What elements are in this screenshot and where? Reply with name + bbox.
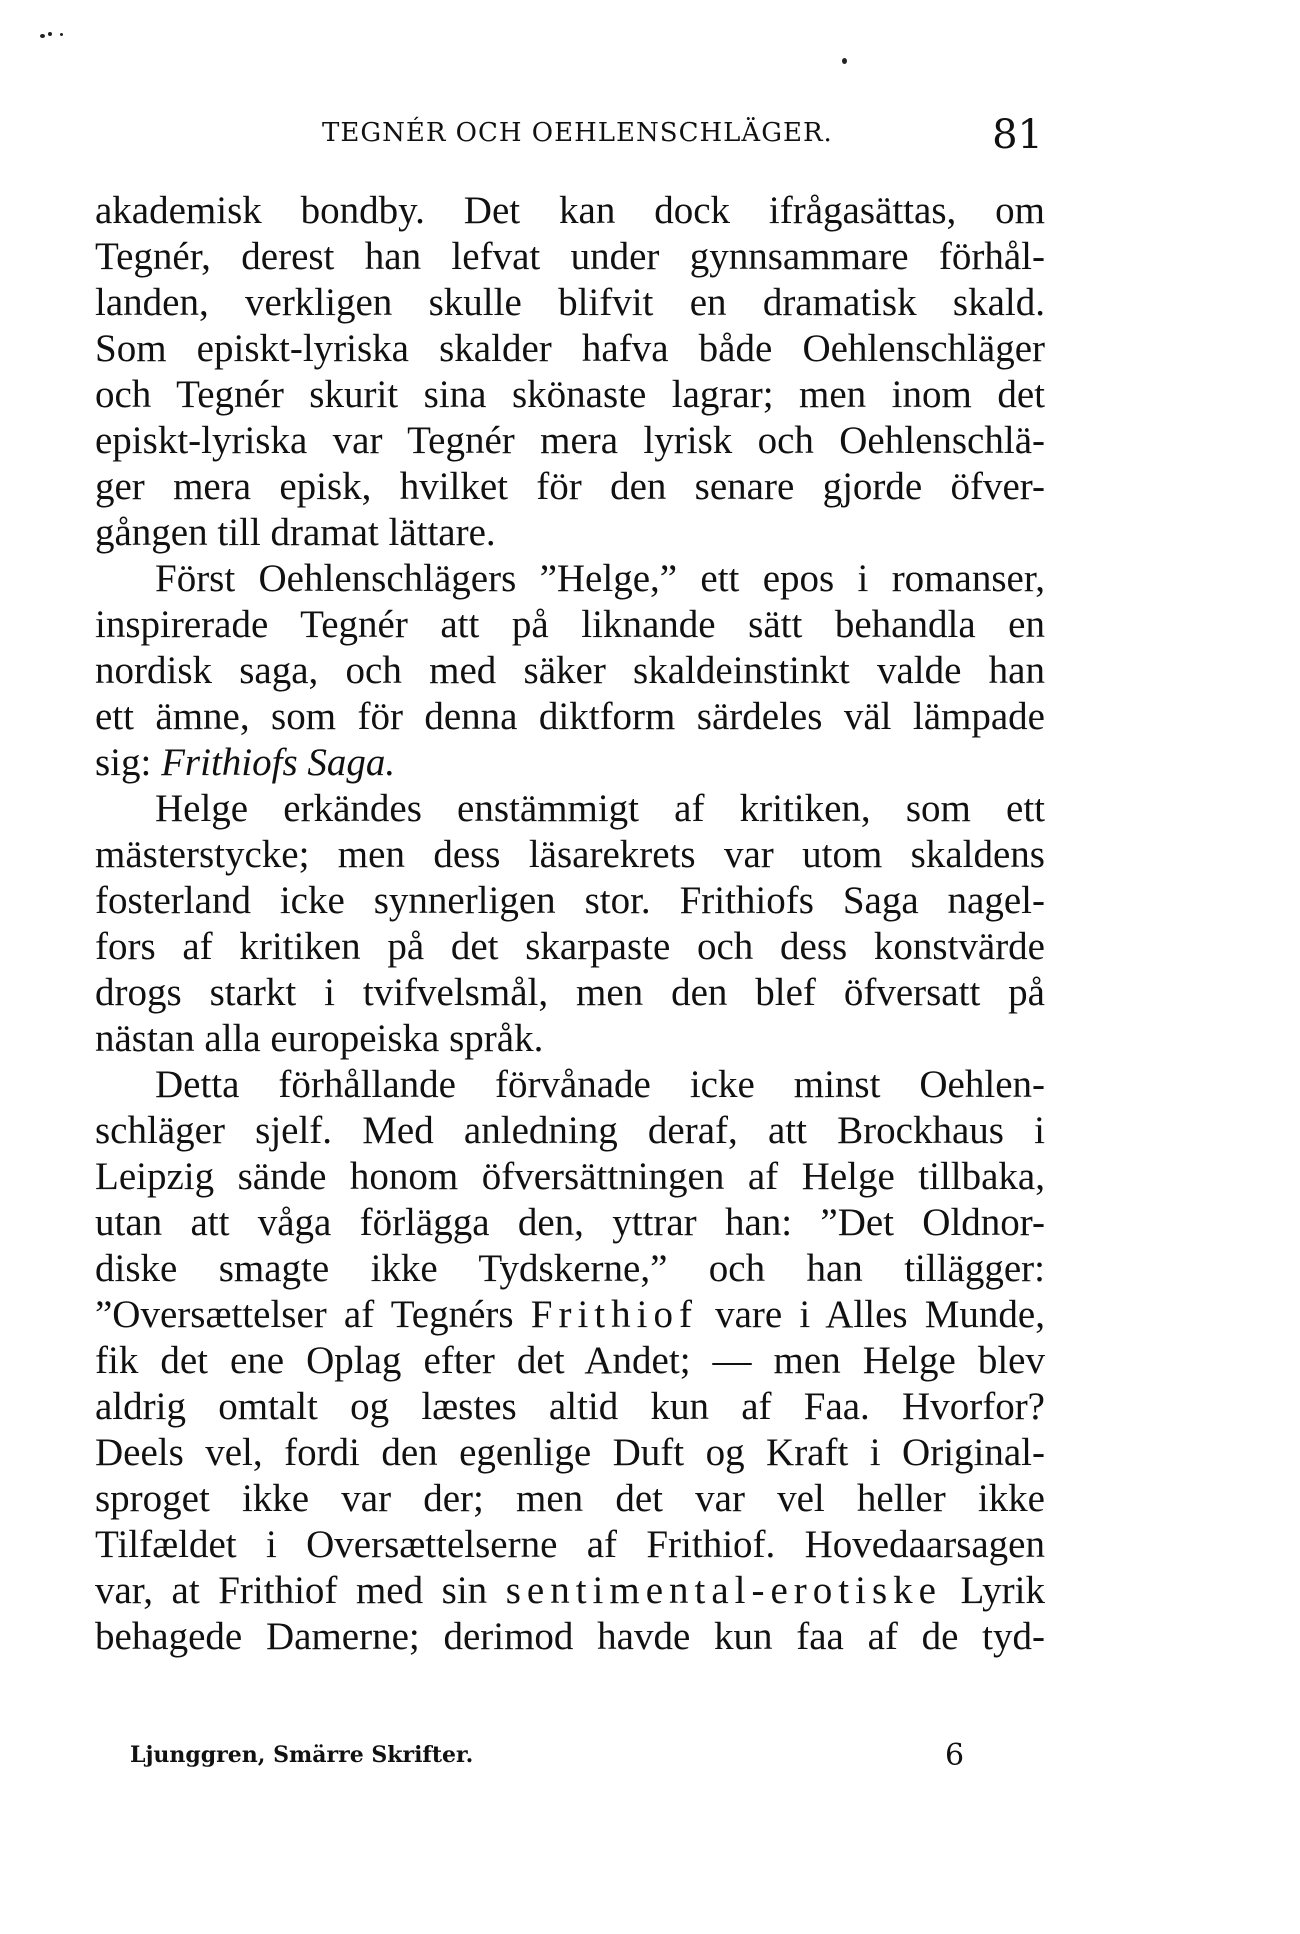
line-text: sig: — [95, 741, 162, 784]
page-number: 81 — [992, 112, 1043, 158]
text-line: Tegnér, derest han lefvat under gynnsammare förhål- — [95, 235, 1045, 278]
text-line: fik det ene Oplag efter det Andet; — men Helge blev — [95, 1339, 1045, 1382]
text-line: och Tegnér skurit sina skönaste lagrar; men inom det — [95, 373, 1045, 416]
text-line: Helge erkändes enstämmigt af kritiken, som ett — [155, 787, 1045, 830]
text-line: Deels vel, fordi den egenlige Duft og Kraft i Original- — [95, 1431, 1045, 1474]
text-line — [95, 1292, 1045, 1338]
text-line — [95, 1568, 1045, 1614]
text-line: ett ämne, som för denna diktform särdeles väl lämpade — [95, 695, 1045, 738]
print-speck — [40, 34, 45, 38]
page-header — [95, 112, 1045, 162]
running-title: TEGNÉR OCH OEHLENSCHLÄGER. — [322, 118, 833, 148]
text-line: nordisk saga, och med säker skaldeinstinkt valde han — [95, 649, 1045, 692]
text-line: gången till dramat lättare. — [95, 511, 496, 554]
text-line — [95, 740, 1045, 786]
line-text: vare i Alles Munde, — [697, 1293, 1045, 1336]
imprint-line: Ljunggren, Smärre Skrifter. — [130, 1742, 474, 1768]
text-line: Tilfældet i Oversættelserne af Frithiof. Hovedaarsagen — [95, 1523, 1045, 1566]
text-line: behagede Damerne; derimod havde kun faa af de tyd- — [95, 1615, 1045, 1658]
text-line: ger mera episk, hvilket för den senare gjorde öfver- — [95, 465, 1045, 508]
italic-title: Frithiofs Saga. — [161, 741, 396, 784]
signature-mark: 6 — [945, 1738, 965, 1773]
text-line: aldrig omtalt og læstes altid kun af Faa. Hvorfor? — [95, 1385, 1045, 1428]
text-line: fors af kritiken på det skarpaste och dess konstvärde — [95, 925, 1045, 968]
text-line: akademisk bondby. Det kan dock ifrågasättas, om — [95, 189, 1045, 232]
text-line: Först Oehlenschlägers ”Helge,” ett epos i romanser, — [155, 557, 1045, 600]
line-text: var, at Frithiof med sin — [95, 1569, 506, 1612]
text-line: sproget ikke var der; men det var vel heller ikke — [95, 1477, 1045, 1520]
print-speck — [60, 33, 63, 36]
text-line: fosterland icke synnerligen stor. Frithiofs Saga nagel- — [95, 879, 1045, 922]
spaced-word: Frithiof — [530, 1293, 698, 1336]
text-line: Detta förhållande förvånade icke minst Oehlen- — [155, 1063, 1045, 1106]
line-text: Lyrik — [941, 1569, 1045, 1612]
text-line: Som episkt-lyriska skalder hafva både Oehlenschläger — [95, 327, 1045, 370]
text-line: schläger sjelf. Med anledning deraf, att Brockhaus i — [95, 1109, 1045, 1152]
text-line: inspirerade Tegnér att på liknande sätt behandla en — [95, 603, 1045, 646]
text-line: utan att våga förlägga den, yttrar han: ”Det Oldnor- — [95, 1201, 1045, 1244]
page-footer — [95, 1738, 1045, 1778]
text-line: mästerstycke; men dess läsarekrets var utom skaldens — [95, 833, 1045, 876]
body-text — [95, 188, 1045, 1660]
print-speck — [48, 32, 52, 36]
text-line: landen, verkligen skulle blifvit en dramatisk skald. — [95, 281, 1045, 324]
text-line: diske smagte ikke Tydskerne,” och han tillägger: — [95, 1247, 1045, 1290]
spaced-phrase: sentimental-erotiske — [505, 1569, 942, 1612]
text-line: Leipzig sände honom öfversättningen af Helge tillbaka, — [95, 1155, 1045, 1198]
print-speck — [842, 58, 847, 64]
line-text: ”Oversættelser af Tegnérs — [95, 1293, 531, 1336]
text-line: episkt-lyriska var Tegnér mera lyrisk och Oehlenschlä- — [95, 419, 1045, 462]
text-line: drogs starkt i tvifvelsmål, men den blef öfversatt på — [95, 971, 1045, 1014]
text-line: nästan alla europeiska språk. — [95, 1017, 544, 1060]
